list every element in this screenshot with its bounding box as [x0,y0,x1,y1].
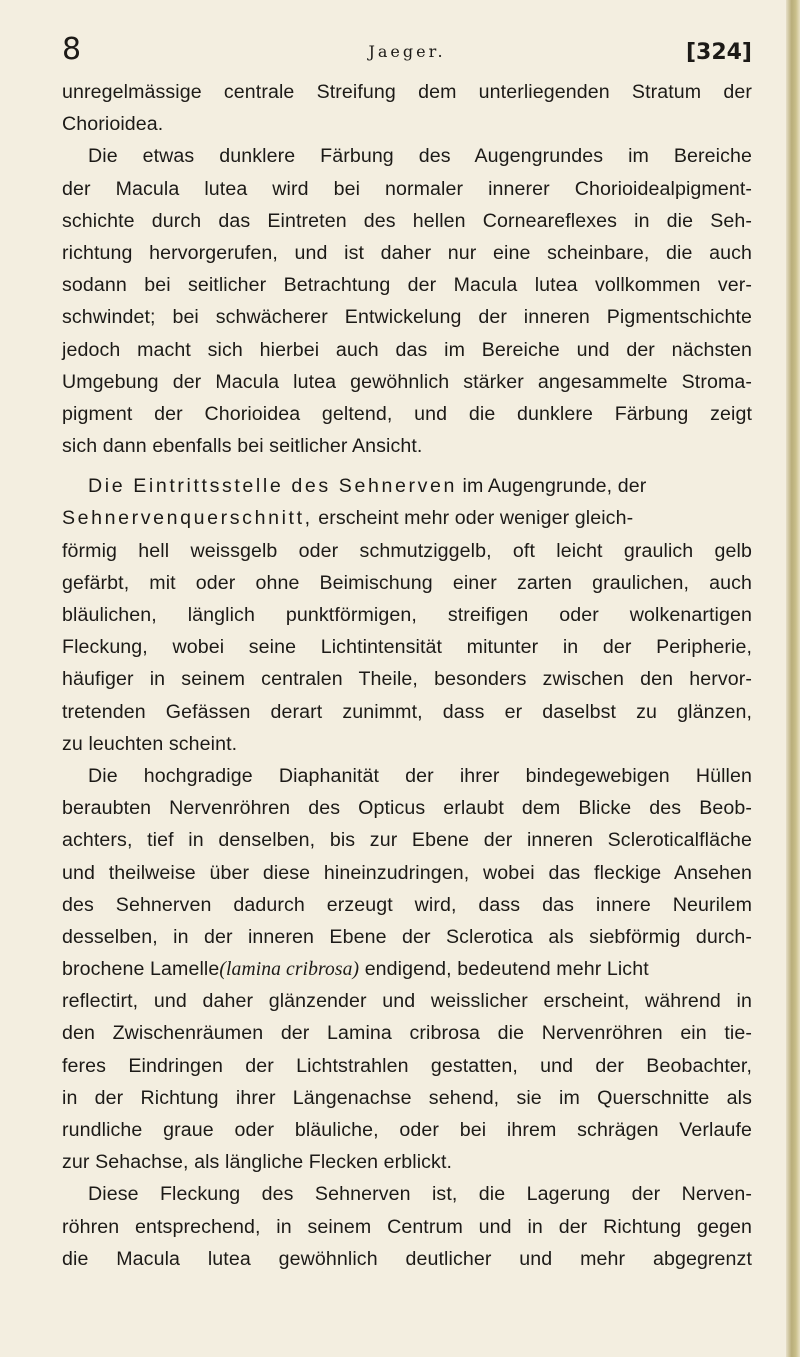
page-number: 8 [62,32,82,67]
page-header [62,32,752,72]
text-line: zu leuchten scheint. [62,732,238,755]
text-run: brochene Lamelle [62,958,220,981]
text-line: und theilweise über diese hineinzudringen, wobei das fleckige Ansehen [62,861,752,884]
text-line: bläulichen, länglich punktförmigen, streifigen oder wolkenartigen [62,604,752,626]
text-line: die Macula lutea gewöhnlich deutlicher und mehr abgegrenzt [62,1247,752,1270]
text-line: pigment der Chorioidea geltend, und die dunklere Färbung zeigt [62,402,752,425]
text-line [62,502,752,534]
text-line: unregelmässige centrale Streifung dem unterliegenden Stratum der [62,81,752,103]
text-line: reflectirt, und daher glänzender und weisslicher erscheint, während in [62,990,752,1013]
text-line: Umgebung der Macula lutea gewöhnlich stärker angesammelte Stroma- [62,370,752,393]
text-line: zur Sehachse, als längliche Flecken erblickt. [62,1151,453,1174]
text-line: sich dann ebenfalls bei seitlicher Ansicht. [62,435,423,458]
text-line: beraubten Nervenröhren des Opticus erlaubt dem Blicke des Beob- [62,797,752,820]
text-line: förmig hell weissgelb oder schmutziggelb, oft leicht graulich gelb [62,539,752,562]
section-heading: Sehnervenquerschnitt, [62,507,313,530]
text-line: in der Richtung ihrer Längenachse sehend, sie im Querschnitte als [62,1086,752,1109]
text-run: endigend, bedeutend mehr Licht [364,958,649,981]
text-line: schichte durch das Eintreten des hellen Corneareflexes in die Seh- [62,209,752,232]
running-head: Jaeger. [368,42,446,61]
body-text [62,76,752,1275]
text-line: schwindet; bei schwächerer Entwickelung der inneren Pigmentschichte [62,306,752,329]
text-line: rundliche graue oder bläuliche, oder bei ihrem schrägen Verlaufe [62,1119,752,1141]
text-run: erscheint mehr oder weniger gleich- [318,507,634,530]
text-line: feres Eindringen der Lichtstrahlen gestatten, und der Beobachter, [62,1054,752,1077]
text-line: den Zwischenräumen der Lamina cribrosa die Nervenröhren ein tie- [62,1022,752,1045]
text-run: im Augengrunde, der [462,475,647,498]
folio-number: [324] [685,40,752,65]
text-line [62,953,752,985]
text-line: desselben, in der inneren Ebene der Sclerotica als siebförmig durch- [62,925,752,948]
text-line: Chorioidea. [62,113,164,136]
text-line: häufiger in seinem centralen Theile, besonders zwischen den hervor- [62,668,752,691]
text-line: achters, tief in denselben, bis zur Ebene der inneren Scleroticalfläche [62,829,752,852]
text-line: Fleckung, wobei seine Lichtintensität mitunter in der Peripherie, [62,636,752,659]
text-line: richtung hervorgerufen, und ist daher nur eine scheinbare, die auch [62,241,752,264]
text-line: des Sehnerven dadurch erzeugt wird, dass das innere Neurilem [62,893,752,916]
page-edge [786,0,800,1357]
text-line: Die hochgradige Diaphanität der ihrer bindegewebigen Hüllen [88,764,752,787]
text-line: sodann bei seitlicher Betrachtung der Macula lutea vollkommen ver- [62,274,752,297]
text-line: jedoch macht sich hierbei auch das im Bereiche und der nächsten [62,338,752,361]
text-line: röhren entsprechend, in seinem Centrum und in der Richtung gegen [62,1215,752,1238]
text-line: Die etwas dunklere Färbung des Augengrundes im Bereiche [88,145,752,168]
text-line: tretenden Gefässen derart zunimmt, dass er daselbst zu glänzen, [62,700,752,723]
text-line [62,470,752,502]
latin-term: (lamina cribrosa) [219,959,360,981]
text-line: Diese Fleckung des Sehnerven ist, die Lagerung der Nerven- [88,1183,752,1206]
text-line: der Macula lutea wird bei normaler innerer Chorioidealpigment- [62,177,752,200]
text-line: gefärbt, mit oder ohne Beimischung einer zarten graulichen, auch [62,571,752,594]
section-heading: Die Eintrittsstelle des Sehnerven [88,475,457,498]
